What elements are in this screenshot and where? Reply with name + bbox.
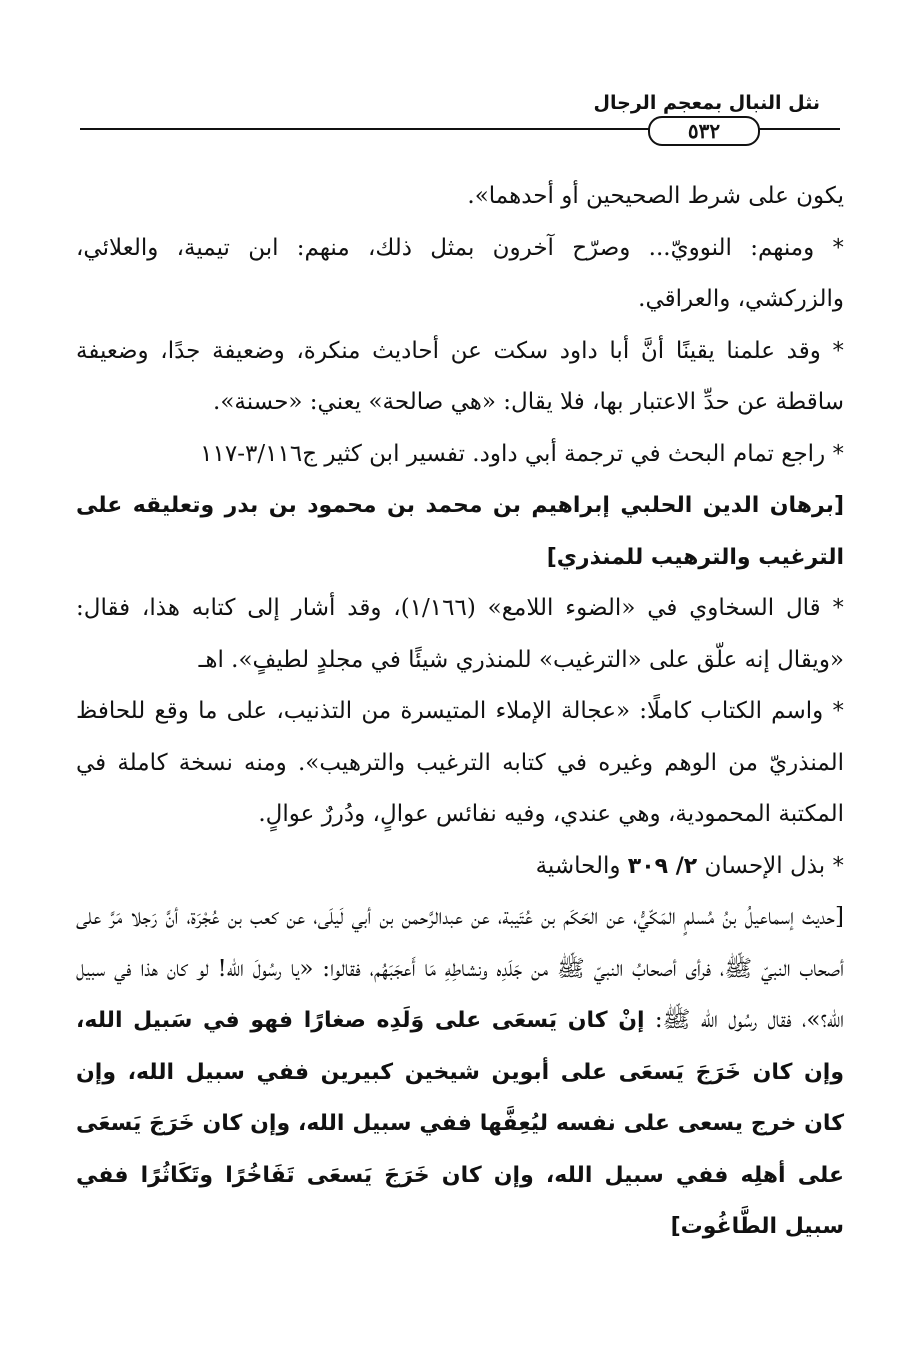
- asterisk-bullet: *: [832, 440, 844, 467]
- asterisk-bullet: *: [832, 852, 844, 879]
- paragraph-nawawi: [76, 223, 844, 326]
- paragraph-text: ومنهم: النوويّ... وصرّح آخرون بمثل ذلك، منهم: ابن تيمية، والعلائي، والزركشي، والعراقي.: [76, 234, 844, 312]
- asterisk-bullet: *: [832, 337, 845, 364]
- page-body: [76, 171, 844, 1253]
- volume-page-ref: ٢/ ٣٠٩: [627, 853, 698, 879]
- paragraph-sakhawi: [76, 583, 844, 686]
- hadith-isnad-text: [حديث إسماعيلُ بنُ مُسلمٍ المَكّيُّ، عن الحَكَم بن عُتَيبة، عن عبدالرَّحمن بن أبي لَيلَى، عن كعب بن عُجْرَة، أنَّ رَجلا مَرَّ على أصحاب النبيّ ﷺ، فرأى أصحابُ النبيّ ﷺ من جَلَدِه ونشاطِهِ مَا أَعجَبَهُم، فقالوا: «يا رسُولَ الله! لو كان هذا في سبيل الله؟»، فقال رسُول الله ﷺ:: [76, 904, 844, 1033]
- paragraph-text: راجع تمام البحث في ترجمة أبي داود. تفسير ابن كثير ج٣/١١٦-١١٧: [200, 440, 826, 467]
- paragraph-text: قال السخاوي في «الضوء اللامع» (١/١٦٦)، وقد أشار إلى كتابه هذا، فقال: «ويقال إنه علّق على «الترغيب» للمنذري شيئًا في مجلدٍ لطيفٍ». اهـ: [76, 595, 844, 673]
- paragraph-badhl: [76, 841, 844, 893]
- paragraph-book-title: [76, 686, 844, 841]
- page-number: ٥٣٢: [648, 116, 760, 146]
- running-head-title: نثل النبال بمعجم الرجال: [593, 92, 820, 114]
- paragraph-text: واسم الكتاب كاملًا: «عجالة الإملاء المتيسرة من التذنيب، على ما وقع للحافظ المنذريّ من الوهم وغيره في كتابه الترغيب والترهيب». ومنه نسخة كاملة في المكتبة المحمودية، وهي عندي، وفيه نفائس عوالٍ، ودُررٌ عوالٍ.: [76, 698, 844, 827]
- paragraph-text: وقد علمنا يقينًا أنَّ أبا داود سكت عن أحاديث منكرة، وضعيفة جدًا، وضعيفة ساقطة عن حدِّ الاعتبار بها، فلا يقال: «هي صالحة» يعني: «حسنة».: [76, 337, 844, 415]
- paragraph-text-suffix: والحاشية: [535, 852, 621, 879]
- asterisk-bullet: *: [832, 698, 844, 724]
- paragraph-abu-dawud: [76, 326, 844, 429]
- paragraph-reference: [76, 429, 844, 481]
- hadith-matn-text: إنْ كان يَسعَى على وَلَدِه صغارًا فهو في سَبيل الله، وإن كان خَرَجَ يَسعَى على أبوين شيخين كبيرين ففي سبيل الله، وإن كان خرج يسعى على نفسه ليُعِفَّها ففي سبيل الله، وإن كان خَرَجَ يَسعَى على أهلِه ففي سبيل الله، وإن كان خَرَجَ يَسعَى تَفَاخُرًا وتَكَاثُرًا ففي سبيل الطَّاغُوت]: [76, 1008, 844, 1239]
- hadith-paragraph: [76, 892, 844, 1253]
- asterisk-bullet: *: [832, 234, 844, 261]
- paragraph-text-prefix: بذل الإحسان: [704, 852, 826, 879]
- paragraph-continuation: يكون على شرط الصحيحين أو أحدهما».: [467, 183, 844, 209]
- entry-heading: [برهان الدين الحلبي إبراهيم بن محمد بن محمود بن بدر وتعليقه على الترغيب والترهيب للمنذري]: [76, 493, 844, 570]
- asterisk-bullet: *: [832, 595, 845, 621]
